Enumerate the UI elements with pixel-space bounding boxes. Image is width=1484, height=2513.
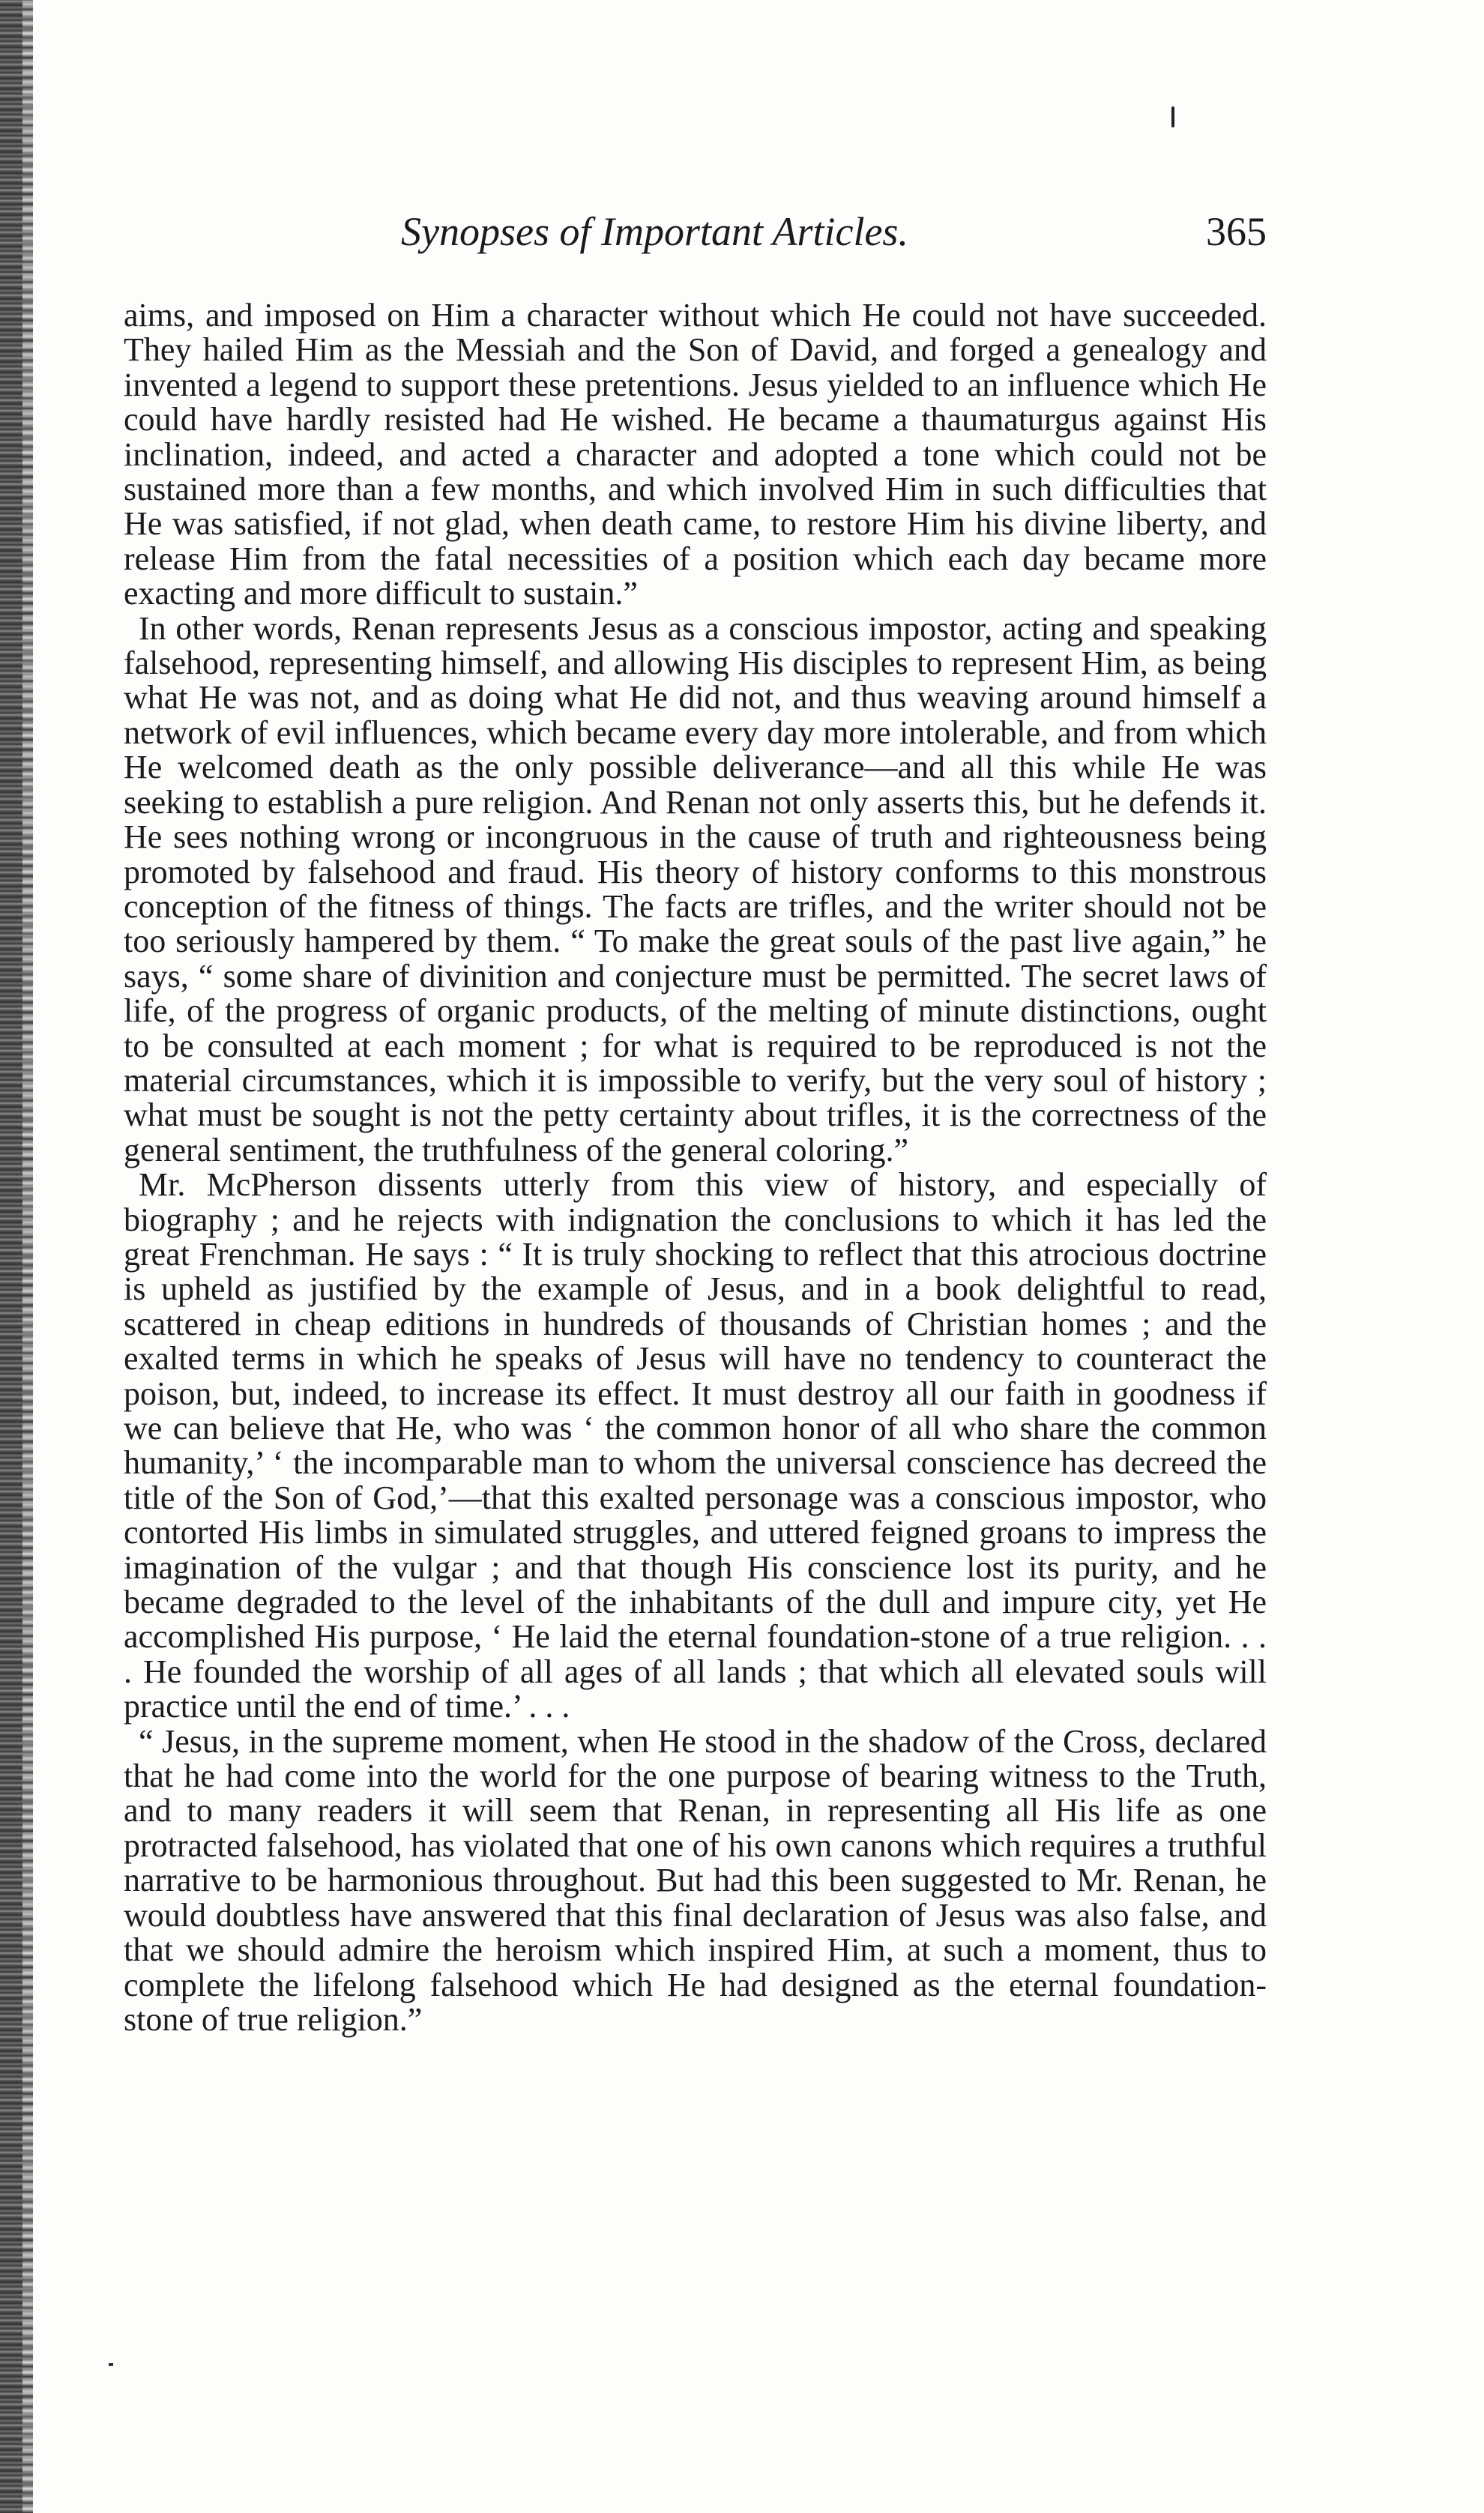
page-number: 365 (1206, 209, 1267, 254)
article-body (124, 298, 1267, 2037)
paragraph: aims, and imposed on Him a character without which He could not have succeeded. They hailed Him as the Messiah and the Son of David, and forged a genealogy and invented a legend to support these pretentions. Jesus yielded to an influence which He could have hardly resisted had He wished. He became a thaumaturgus against His inclination, indeed, and acted a character and adopted a tone which could not be sustained more than a few months, and which involved Him in such difficulties that He was satisfied, if not glad, when death came, to restore Him his divine liberty, and release Him from the fatal necessities of a position which each day became more exacting and more difficult to sustain.” (124, 297, 1267, 612)
scan-speck (1171, 106, 1174, 127)
page-edge-shadow (0, 0, 33, 2513)
paragraph: In other words, Renan represents Jesus as a conscious impostor, acting and speaking falsehood, representing himself, and allowing His disciples to represent Him, as being what He was not, and as doing what He did not, and thus weaving around himself a network of evil influences, which became every day more intolerable, and from which He welcomed death as the only possible deliverance—and all this while He was seeking to establish a pure religion. And Renan not only asserts this, but he defends it. He sees nothing wrong or incongruous in the cause of truth and righteousness being promoted by falsehood and fraud. His theory of history conforms to this monstrous conception of the fitness of things. The facts are trifles, and the writer should not be too seriously hampered by them. “ To make the great souls of the past live again,” he says, “ some share of divinition and conjecture must be permitted. The secret laws of life, of the progress of organic products, of the melting of minute distinctions, ought to be consulted at each moment ; for what is required to be reproduced is not the material circumstances, which it is impossible to verify, but the very soul of history ; what must be sought is not the petty certainty about trifles, it is the correctness of the general sentiment, the truthfulness of the general coloring.” (124, 609, 1267, 1168)
running-title: Synopses of Important Articles. (401, 209, 908, 254)
paragraph: “ Jesus, in the supreme moment, when He stood in the shadow of the Cross, declared that he had come into the world for the one purpose of bearing witness to the Truth, and to many readers it will seem that Renan, in representing all His life as one protracted falsehood, has violated that one of his own canons which requires a truthful narrative to be harmonious throughout. But had this been suggested to Mr. Renan, he would doubtless have answered that this final declaration of Jesus was also false, and that we should admire the heroism which inspired Him, at such a moment, thus to complete the lifelong falsehood which He had designed as the eternal foundation-stone of true religion.” (124, 1722, 1267, 2038)
paragraph: Mr. McPherson dissents utterly from this view of history, and especially of biography ; and he rejects with indignation the conclusions to which it has led the great Frenchman. He says : “ It is truly shocking to reflect that this atrocious doctrine is upheld as justified by the example of Jesus, and in a book delightful to read, scattered in cheap editions in hundreds of thousands of Christian homes ; and the exalted terms in which he speaks of Jesus will have no tendency to counteract the poison, but, indeed, to increase its effect. It must destroy all our faith in goodness if we can believe that He, who was ‘ the common honor of all who share the common humanity,’ ‘ the incomparable man to whom the universal conscience has decreed the title of the Son of God,’—that this exalted personage was a conscious impostor, who contorted His limbs in simulated struggles, and uttered feigned groans to impress the imagination of the vulgar ; and that though His conscience lost its purity, and he became degraded to the level of the inhabitants of the dull and impure city, yet He accomplished His purpose, ‘ He laid the eternal foundation-stone of a true religion. . . . He founded the worship of all ages of all lands ; that which all elevated souls will practice until the end of time.’ . . . (124, 1166, 1267, 1725)
margin-mark (109, 2363, 113, 2366)
page-header (124, 208, 1267, 268)
